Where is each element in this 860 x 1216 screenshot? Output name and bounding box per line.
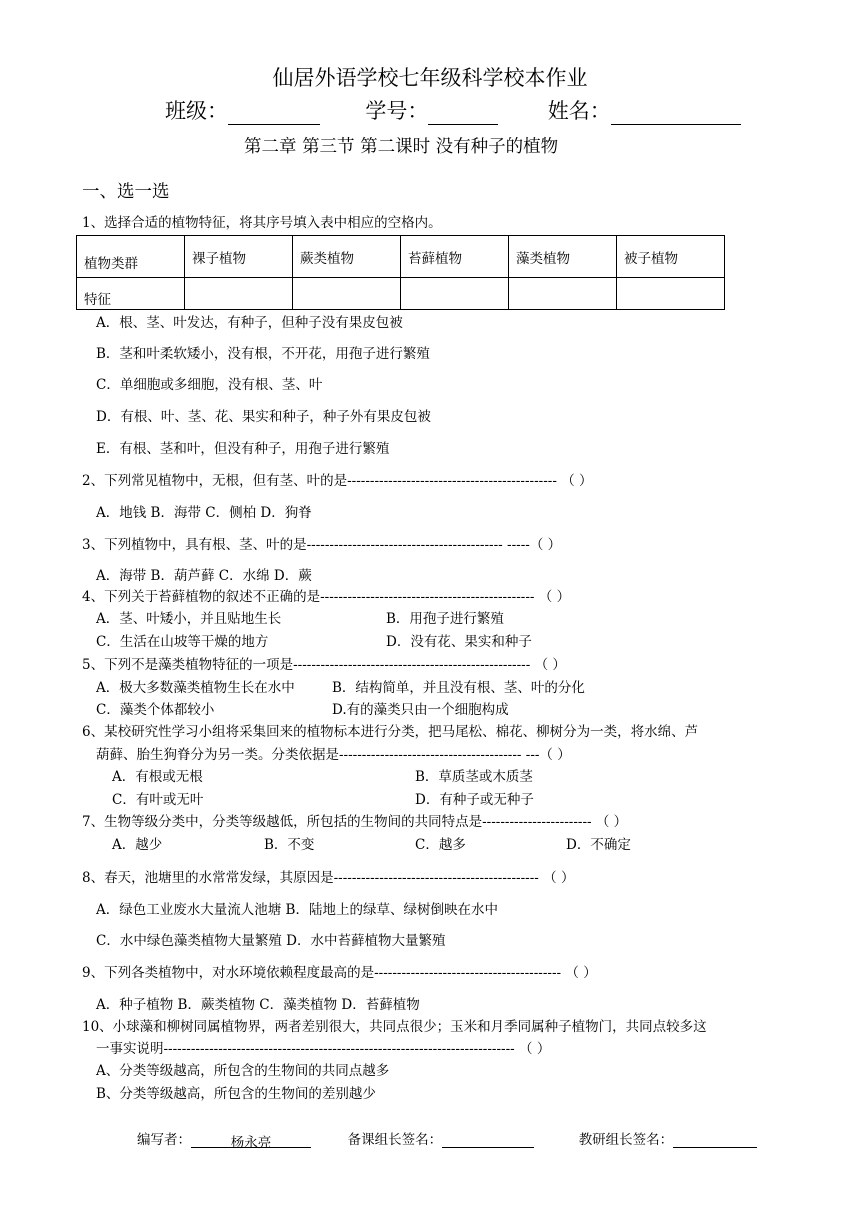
table-header-cell: 苔藓植物 xyxy=(401,236,509,278)
question-10-prompt-line1: 10、小球藻和柳树同属植物界，两者差别很大，共同点很少；玉米和月季同属种子植物门，共同点较多这 xyxy=(82,1019,707,1035)
q3-options: A．海带 B．葫芦藓 C．水绵 D．蕨 xyxy=(96,568,312,584)
q7-option-a: A．越少 xyxy=(112,837,163,853)
question-5-prompt: 5、下列不是藻类植物特征的一项是---------------------------------------------------- （ ） xyxy=(82,657,566,673)
q1-option-b: B．茎和叶柔软矮小，没有根，不开花，用孢子进行繁殖 xyxy=(96,346,430,362)
q5-option-a: A．极大多数藻类植物生长在水中 xyxy=(96,680,295,696)
class-label: 班级： xyxy=(165,99,228,123)
table-row xyxy=(77,278,725,310)
research-leader-label: 教研组长签名： xyxy=(578,1132,674,1148)
q8-options-line2: C．水中绿色藻类植物大量繁殖 D．水中苔藓植物大量繁殖 xyxy=(96,933,446,949)
q8-options-line1: A．绿色工业废水大量流人池塘 B．陆地上的绿草、绿树倒映在水中 xyxy=(96,902,498,918)
q1-option-a: A．根、茎、叶发达，有种子，但种子没有果皮包被 xyxy=(96,315,403,331)
table-header-cell: 藻类植物 xyxy=(509,236,617,278)
q6-option-b: B．草质茎或木质茎 xyxy=(415,769,533,785)
question-6-prompt-line1: 6、某校研究性学习小组将采集回来的植物标本进行分类，把马尾松、棉花、柳树分为一类，将水绵、芦 xyxy=(82,724,699,740)
q6-option-c: C．有叶或无叶 xyxy=(112,792,204,808)
name-field[interactable] xyxy=(611,102,741,125)
prep-leader-label: 备课组长签名： xyxy=(347,1132,443,1148)
research-leader-signature-field[interactable] xyxy=(673,1131,757,1148)
q7-option-c: C．越多 xyxy=(415,837,466,853)
q6-option-d: D．有种子或无种子 xyxy=(415,792,534,808)
q5-option-d: D.有的藻类只由一个细胞构成 xyxy=(332,702,509,718)
author-name: 杨永亮 xyxy=(191,1131,311,1148)
section-heading: 一、选一选 xyxy=(82,182,170,202)
table-header-cell: 植物类群 xyxy=(77,236,185,278)
q5-option-c: C．藻类个体都较小 xyxy=(96,702,215,718)
question-1-prompt: 1、选择合适的植物特征，将其序号填入表中相应的空格内。 xyxy=(82,215,442,231)
q4-option-b: B．用孢子进行繁殖 xyxy=(386,611,504,627)
answer-cell-angiosperm[interactable] xyxy=(617,278,725,310)
question-4-prompt: 4、下列关于苔藓植物的叙述不正确的是----------------------------------------------- （ ） xyxy=(82,589,571,605)
table-header-cell: 蕨类植物 xyxy=(293,236,401,278)
q9-options: A．种子植物 B．蕨类植物 C．藻类植物 D．苔藓植物 xyxy=(96,997,420,1013)
question-6-prompt-line2: 葫藓、胎生狗脊分为另一类。分类依据是---------------------------------------- ---（ ） xyxy=(96,747,571,763)
table-header-row xyxy=(77,236,725,278)
table-row-label: 特征 xyxy=(77,278,185,310)
q4-option-a: A．茎、叶矮小，并且贴地生长 xyxy=(96,611,282,627)
q1-option-e: E．有根、茎和叶，但没有种子，用孢子进行繁殖 xyxy=(96,441,390,457)
answer-cell-moss[interactable] xyxy=(401,278,509,310)
prep-leader-signature-field[interactable] xyxy=(442,1131,534,1148)
page-title: 仙居外语学校七年级科学校本作业 xyxy=(272,66,588,90)
q10-option-b: B、分类等级越高，所包含的生物间的差别越少 xyxy=(96,1086,376,1102)
q1-option-c: C．单细胞或多细胞，没有根、茎、叶 xyxy=(96,377,323,393)
q4-option-d: D．没有花、果实和种子 xyxy=(386,634,532,650)
plant-feature-table xyxy=(76,235,725,310)
question-7-prompt: 7、生物等级分类中，分类等级越低，所包括的生物间的共同特点是------------------------ （ ） xyxy=(82,814,628,830)
lesson-title: 第二章 第三节 第二课时 没有种子的植物 xyxy=(244,137,559,157)
student-info-row xyxy=(165,95,741,125)
q1-option-d: D．有根、叶、茎、花、果实和种子，种子外有果皮包被 xyxy=(96,409,431,425)
q10-option-a: A、分类等级越高，所包含的生物间的共同点越多 xyxy=(96,1063,390,1079)
answer-cell-fern[interactable] xyxy=(293,278,401,310)
signature-row xyxy=(137,1128,757,1151)
q5-option-b: B．结构简单，并且没有根、茎、叶的分化 xyxy=(332,680,585,696)
q7-option-d: D．不确定 xyxy=(566,837,631,853)
answer-cell-gymnosperm[interactable] xyxy=(185,278,293,310)
q6-option-a: A．有根或无根 xyxy=(112,769,203,785)
table-header-cell: 被子植物 xyxy=(617,236,725,278)
author-label: 编写者： xyxy=(137,1132,191,1148)
question-9-prompt: 9、下列各类植物中，对水环境依赖程度最高的是----------------------------------------- （ ） xyxy=(82,965,597,981)
question-3-prompt: 3、下列植物中，具有根、茎、叶的是------------------------------------------- -----（ ） xyxy=(82,537,562,553)
name-label: 姓名： xyxy=(547,99,611,123)
number-label: 学号： xyxy=(365,99,429,123)
q2-options: A．地钱 B．海带 C．侧柏 D．狗脊 xyxy=(96,505,312,521)
question-2-prompt: 2、下列常见植物中，无根，但有茎、叶的是---------------------------------------------- （ ） xyxy=(82,473,593,489)
question-10-prompt-line2: 一事实说明----------------------------------------------------------------------------- （ ） xyxy=(96,1041,551,1057)
class-field[interactable] xyxy=(228,102,320,125)
q4-option-c: C．生活在山坡等干燥的地方 xyxy=(96,634,269,650)
q7-option-b: B．不变 xyxy=(264,837,315,853)
answer-cell-algae[interactable] xyxy=(509,278,617,310)
number-field[interactable] xyxy=(428,102,498,125)
table-header-cell: 裸子植物 xyxy=(185,236,293,278)
question-8-prompt: 8、春天，池塘里的水常常发绿，其原因是--------------------------------------------- （ ） xyxy=(82,870,575,886)
